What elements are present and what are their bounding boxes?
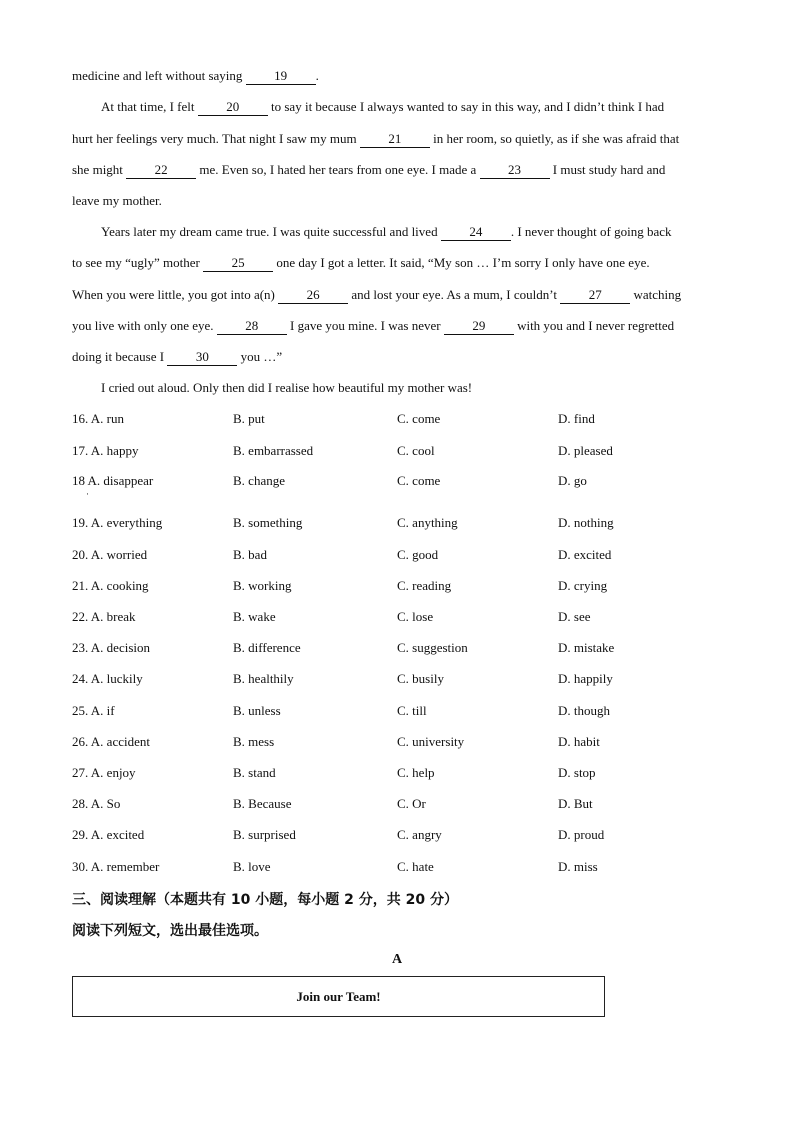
blank-25: 25 <box>203 255 273 272</box>
option-b: B. surprised <box>233 827 296 842</box>
option-c: C. angry <box>397 827 442 842</box>
blank-20: 20 <box>198 99 268 116</box>
passage-line-6: Years later my dream came true. I was quite successful and lived 24 . I never thought of going back <box>101 224 672 239</box>
passage-line-8: When you were little, you got into a(n) 26 and lost your eye. As a mum, I couldn’t 27 watching <box>72 287 682 302</box>
option-b: B. embarrassed <box>233 443 314 458</box>
option-d: D. go <box>558 473 587 488</box>
option-c: C. lose <box>397 609 434 624</box>
passage-line-9: you live with only one eye. 28 I gave you mine. I was never 29 with you and I never regretted <box>72 318 675 333</box>
blank-30: 30 <box>167 349 237 366</box>
option-b: B. mess <box>233 734 275 749</box>
option-a: 29. A. excited <box>72 827 145 842</box>
section-heading: 三、阅读理解（本题共有 10 小题，每小题 2 分，共 20 分） <box>72 892 458 908</box>
option-c: C. cool <box>397 443 435 458</box>
option-b: B. unless <box>233 703 281 718</box>
option-d: D. happily <box>558 671 613 686</box>
option-c: C. Or <box>397 796 426 811</box>
option-c: C. university <box>397 734 465 749</box>
passage-label: A <box>391 952 403 967</box>
option-c: C. suggestion <box>397 640 468 655</box>
option-d: D. proud <box>558 827 605 842</box>
blank-21: 21 <box>360 131 430 148</box>
option-b: B. working <box>233 578 292 593</box>
passage-line-2: At that time, I felt 20 to say it because I always wanted to say in this way, and I didn’t think I had <box>101 99 665 114</box>
blank-24: 24 <box>441 224 511 241</box>
option-a: 21. A. cooking <box>72 578 149 593</box>
option-a: 28. A. So <box>72 796 121 811</box>
option-d: D. habit <box>558 734 600 749</box>
passage-line-1: medicine and left without saying 19 . <box>72 68 319 83</box>
option-d: D. miss <box>558 859 598 874</box>
option-b: B. something <box>233 515 303 530</box>
blank-23: 23 <box>480 162 550 179</box>
option-c: C. come <box>397 411 441 426</box>
option-a: 22. A. break <box>72 609 136 624</box>
option-d: D. crying <box>558 578 608 593</box>
stray-mark: · <box>86 489 89 499</box>
passage-box <box>72 976 605 1017</box>
option-a: 20. A. worried <box>72 547 148 562</box>
passage-line-11: I cried out aloud. Only then did I realise how beautiful my mother was! <box>101 380 473 395</box>
option-d: D. But <box>558 796 593 811</box>
option-b: B. stand <box>233 765 276 780</box>
option-d: D. find <box>558 411 595 426</box>
option-a: 26. A. accident <box>72 734 150 749</box>
blank-19: 19 <box>246 68 316 85</box>
box-title: Join our Team! <box>296 989 381 1004</box>
option-a: 16. A. run <box>72 411 124 426</box>
blank-29: 29 <box>444 318 514 335</box>
option-d: D. mistake <box>558 640 615 655</box>
option-b: B. bad <box>233 547 267 562</box>
option-c: C. reading <box>397 578 452 593</box>
passage-line-7: to see my “ugly” mother 25 one day I got a letter. It said, “My son … I’m sorry I only have one eye. <box>72 255 650 270</box>
option-b: B. change <box>233 473 285 488</box>
option-b: B. healthily <box>233 671 294 686</box>
option-d: D. excited <box>558 547 612 562</box>
option-c: C. come <box>397 473 441 488</box>
option-b: B. difference <box>233 640 301 655</box>
passage-line-3: hurt her feelings very much. That night I saw my mum 21 in her room, so quietly, as if she was afraid that <box>72 131 680 146</box>
option-a: 18 A. disappear <box>72 473 154 488</box>
option-d: D. stop <box>558 765 596 780</box>
option-c: C. hate <box>397 859 434 874</box>
blank-27: 27 <box>560 287 630 304</box>
option-a: 23. A. decision <box>72 640 150 655</box>
blank-28: 28 <box>217 318 287 335</box>
option-d: D. nothing <box>558 515 614 530</box>
passage-line-10: doing it because I 30 you …” <box>72 349 283 364</box>
section-instruction: 阅读下列短文，选出最佳选项。 <box>72 923 268 939</box>
option-a: 27. A. enjoy <box>72 765 136 780</box>
option-c: C. busily <box>397 671 444 686</box>
option-a: 19. A. everything <box>72 515 163 530</box>
option-c: C. till <box>397 703 427 718</box>
option-a: 30. A. remember <box>72 859 160 874</box>
option-a: 17. A. happy <box>72 443 139 458</box>
passage-line-5: leave my mother. <box>72 193 162 208</box>
option-d: D. though <box>558 703 610 718</box>
option-c: C. good <box>397 547 439 562</box>
option-d: D. see <box>558 609 591 624</box>
option-b: B. love <box>233 859 271 874</box>
blank-22: 22 <box>126 162 196 179</box>
option-c: C. help <box>397 765 435 780</box>
blank-26: 26 <box>278 287 348 304</box>
option-c: C. anything <box>397 515 458 530</box>
option-a: 24. A. luckily <box>72 671 143 686</box>
option-a: 25. A. if <box>72 703 115 718</box>
option-b: B. Because <box>233 796 292 811</box>
option-b: B. put <box>233 411 265 426</box>
passage-line-4: she might 22 me. Even so, I hated her tears from one eye. I made a 23 I must study hard and <box>72 162 666 177</box>
option-b: B. wake <box>233 609 276 624</box>
option-d: D. pleased <box>558 443 613 458</box>
